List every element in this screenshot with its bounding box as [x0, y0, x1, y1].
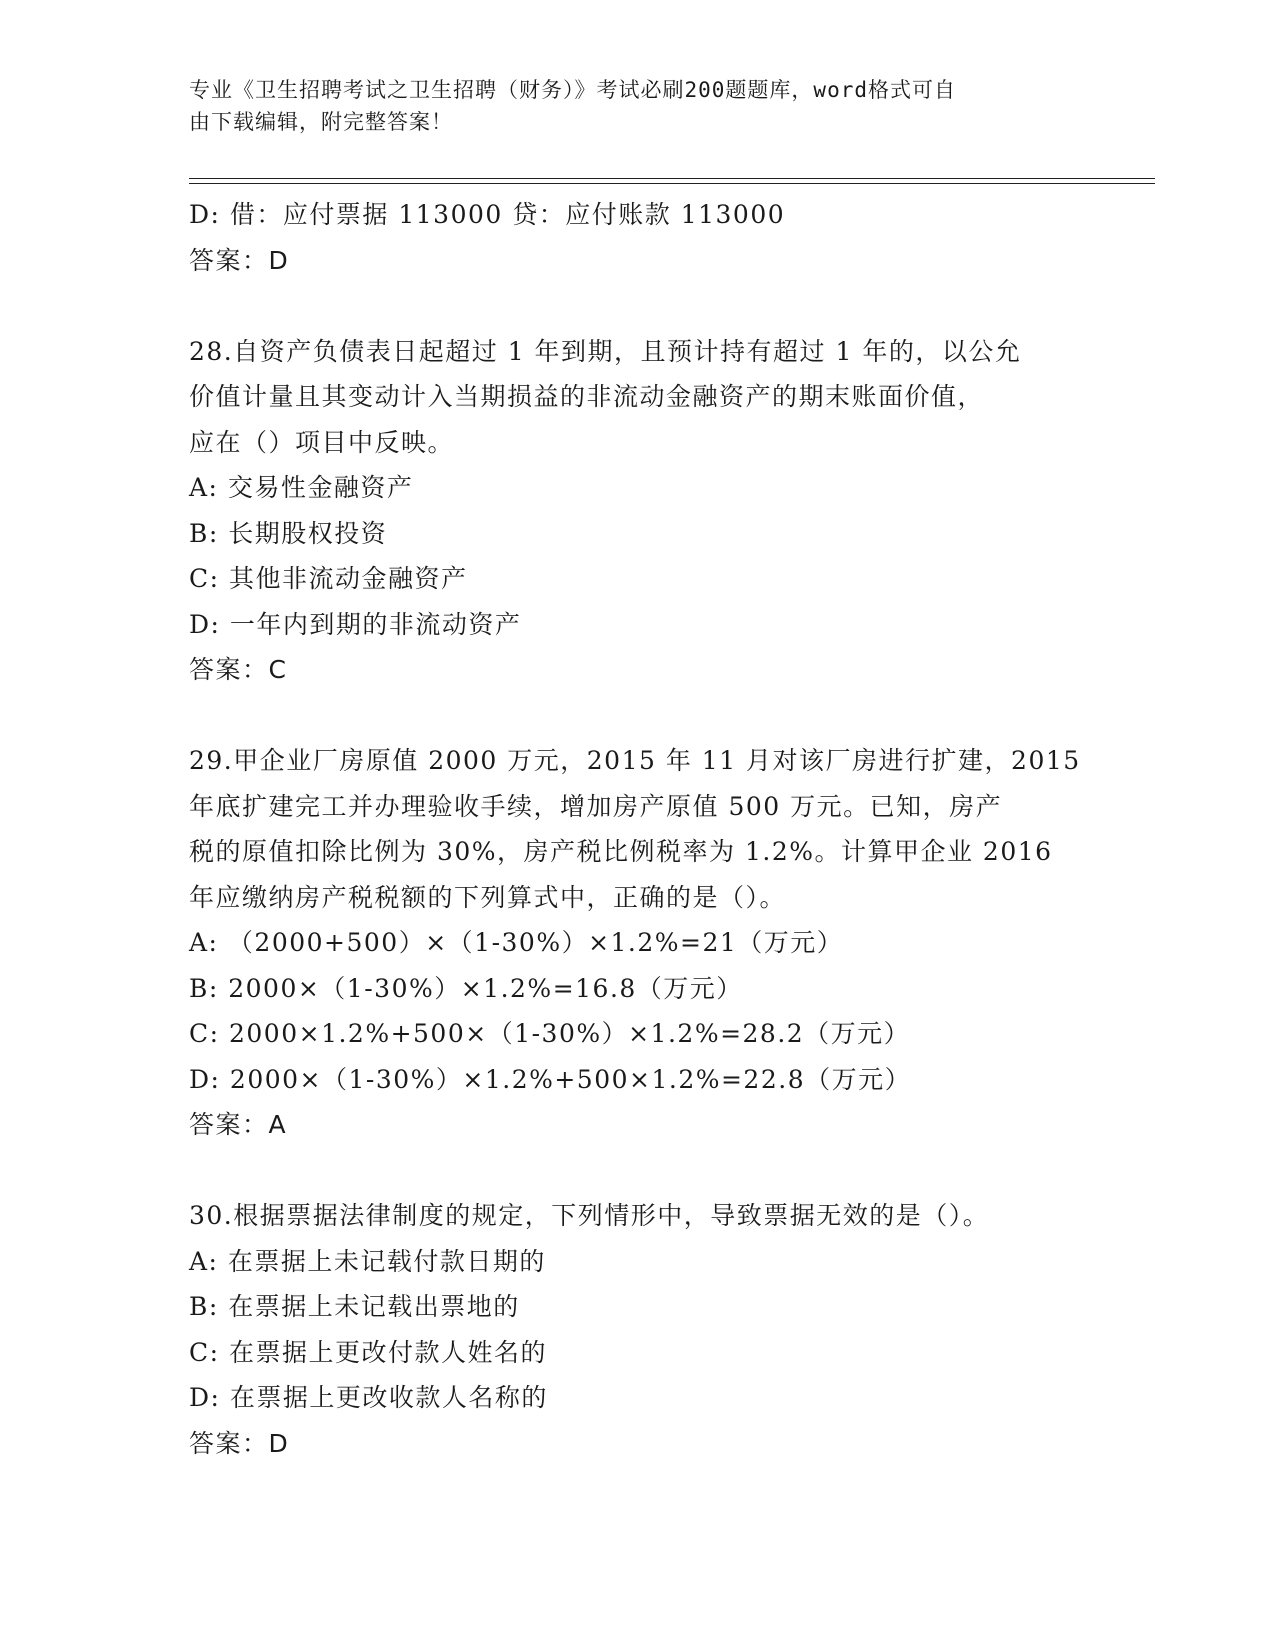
stem-line: 应在（）项目中反映。: [189, 427, 455, 457]
header-line-1: 专业《卫生招聘考试之卫生招聘（财务）》考试必刷200题题库，word格式可自: [189, 78, 956, 102]
spacer: [189, 693, 1089, 739]
page-header: [189, 74, 1069, 138]
header-line-2: 由下载编辑，附完整答案！: [189, 110, 453, 134]
spacer: [189, 1148, 1089, 1194]
spacer: [189, 283, 1089, 329]
stem-line: 价值计量且其变动计入当期损益的非流动金融资产的期末账面价值，: [189, 382, 985, 411]
option-d: D: 在票据上更改收款人名称的: [189, 1383, 548, 1412]
stem-line: 年底扩建完工并办理验收手续，增加房产原值 500 万元。已知，房产: [189, 791, 1003, 821]
header-divider-bottom: [189, 183, 1155, 184]
option-a: A: 在票据上未记载付款日期的: [189, 1246, 546, 1276]
stem-line: 税的原值扣除比例为 30%，房产税比例税率为 1.2%。计算甲企业 2016: [189, 837, 1053, 866]
previous-question-tail: [189, 192, 1089, 283]
option-b: B: 长期股权投资: [189, 518, 388, 548]
stem-line: 30.根据票据法律制度的规定，下列情形中，导致票据无效的是（）。: [189, 1201, 990, 1230]
option-d: D: 借：应付票据 113000 贷：应付账款 113000: [189, 200, 786, 229]
question-29: [189, 738, 1089, 1148]
question-stem: [189, 329, 1089, 466]
option-b: B: 2000×（1-30%）×1.2%=16.8（万元）: [189, 973, 743, 1003]
answer-line: 答案：D: [189, 245, 290, 275]
question-28: [189, 329, 1089, 693]
stem-line: 29.甲企业厂房原值 2000 万元，2015 年 11 月对该厂房进行扩建，2015: [189, 746, 1081, 775]
question-30: [189, 1193, 1089, 1466]
answer-line: 答案：C: [189, 655, 288, 684]
option-c: C: 在票据上更改付款人姓名的: [189, 1337, 547, 1367]
stem-line: 28.自资产负债表日起超过 1 年到期，且预计持有超过 1 年的，以公允: [189, 336, 1022, 366]
option-a: A: （2000+500）×（1-30%）×1.2%=21（万元）: [189, 928, 844, 957]
answer-line: 答案：D: [189, 1428, 290, 1458]
question-stem: [189, 1193, 1089, 1239]
option-a: A: 交易性金融资产: [189, 473, 414, 502]
option-c: C: 其他非流动金融资产: [189, 564, 468, 593]
answer-line: 答案：A: [189, 1110, 288, 1139]
option-d: D: 一年内到期的非流动资产: [189, 609, 522, 639]
question-stem: [189, 738, 1089, 920]
stem-line: 年应缴纳房产税税额的下列算式中，正确的是（）。: [189, 882, 787, 912]
option-d: D: 2000×（1-30%）×1.2%+500×1.2%=22.8（万元）: [189, 1064, 912, 1094]
header-divider-top: [189, 178, 1155, 179]
option-b: B: 在票据上未记载出票地的: [189, 1292, 520, 1321]
document-body: [189, 192, 1089, 1466]
option-c: C: 2000×1.2%+500×（1-30%）×1.2%=28.2（万元）: [189, 1019, 911, 1048]
